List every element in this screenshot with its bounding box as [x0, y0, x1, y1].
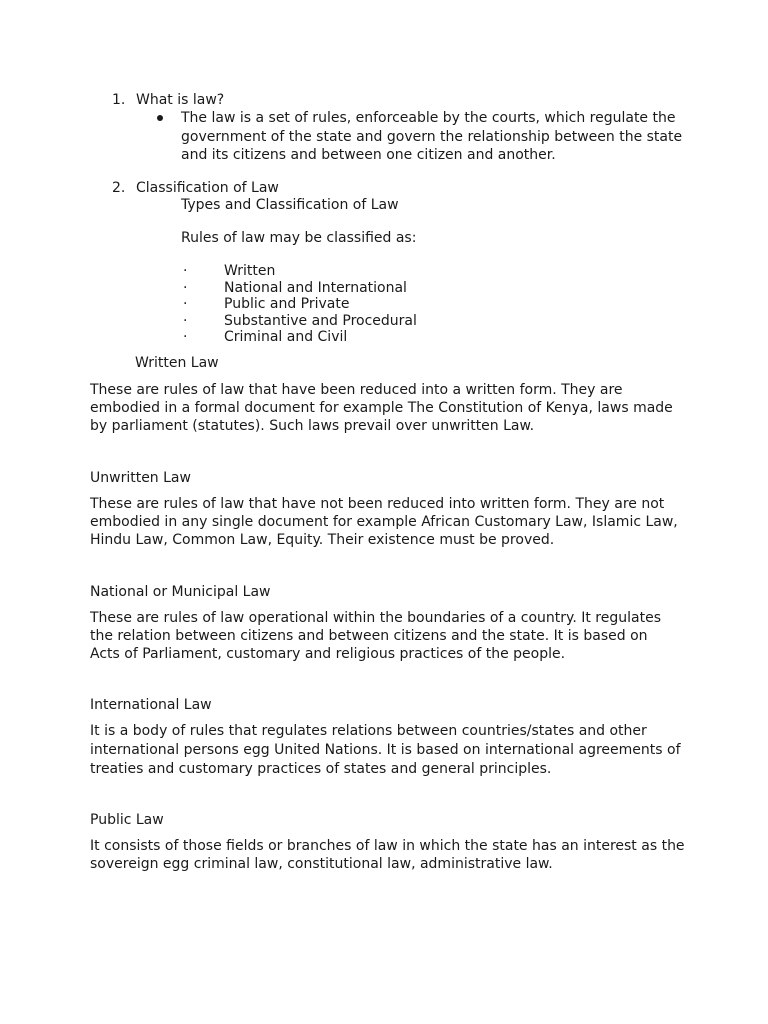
item-1-title: What is law? — [136, 92, 225, 108]
section-heading-public-law: Public Law — [90, 812, 164, 828]
item-2-intro: Rules of law may be classified as: — [181, 230, 417, 246]
list-dot: · — [183, 296, 188, 312]
paragraph-line: These are rules of law operational within the boundaries of a country. It regulates — [90, 610, 661, 626]
paragraph-line: It consists of those fields or branches of law in which the state has an interest as the — [90, 838, 685, 854]
classification-item: National and International — [224, 280, 407, 296]
list-dot: · — [183, 263, 188, 279]
section-heading-written-law: Written Law — [135, 355, 219, 371]
section-heading-national-law: National or Municipal Law — [90, 584, 271, 600]
item-2-title: Classification of Law — [136, 180, 279, 196]
paragraph-line: embodied in any single document for example African Customary Law, Islamic Law, — [90, 514, 678, 530]
section-heading-international-law: International Law — [90, 697, 212, 713]
paragraph-line: Hindu Law, Common Law, Equity. Their existence must be proved. — [90, 532, 555, 548]
paragraph-line: These are rules of law that have been reduced into a written form. They are — [90, 382, 623, 398]
paragraph-line: These are rules of law that have not been reduced into written form. They are not — [90, 496, 665, 512]
bullet-text-line-2: government of the state and govern the relationship between the state — [181, 129, 683, 145]
bullet-text-line-3: and its citizens and between one citizen and another. — [181, 147, 556, 163]
list-number-1: 1. — [112, 92, 126, 108]
list-dot: · — [183, 313, 188, 329]
paragraph-line: Acts of Parliament, customary and religious practices of the people. — [90, 646, 566, 662]
paragraph-line: by parliament (statutes). Such laws prevail over unwritten Law. — [90, 418, 535, 434]
bullet-icon — [156, 109, 166, 127]
classification-item: Substantive and Procedural — [224, 313, 417, 329]
classification-item: Public and Private — [224, 296, 350, 312]
paragraph-line: embodied in a formal document for example The Constitution of Kenya, laws made — [90, 400, 673, 416]
section-heading-unwritten-law: Unwritten Law — [90, 470, 191, 486]
bullet-text-line-1: The law is a set of rules, enforceable by the courts, which regulate the — [181, 110, 676, 126]
classification-item: Criminal and Civil — [224, 329, 348, 345]
paragraph-line: sovereign egg criminal law, constitutional law, administrative law. — [90, 856, 553, 872]
paragraph-line: the relation between citizens and between citizens and the state. It is based on — [90, 628, 648, 644]
paragraph-line: treaties and customary practices of states and general principles. — [90, 761, 552, 777]
list-dot: · — [183, 329, 188, 345]
paragraph-line: It is a body of rules that regulates relations between countries/states and other — [90, 723, 647, 739]
paragraph-line: international persons egg United Nations. It is based on international agreements of — [90, 742, 681, 758]
list-number-2: 2. — [112, 180, 126, 196]
classification-item: Written — [224, 263, 276, 279]
item-2-subtitle: Types and Classification of Law — [181, 197, 399, 213]
list-dot: · — [183, 280, 188, 296]
